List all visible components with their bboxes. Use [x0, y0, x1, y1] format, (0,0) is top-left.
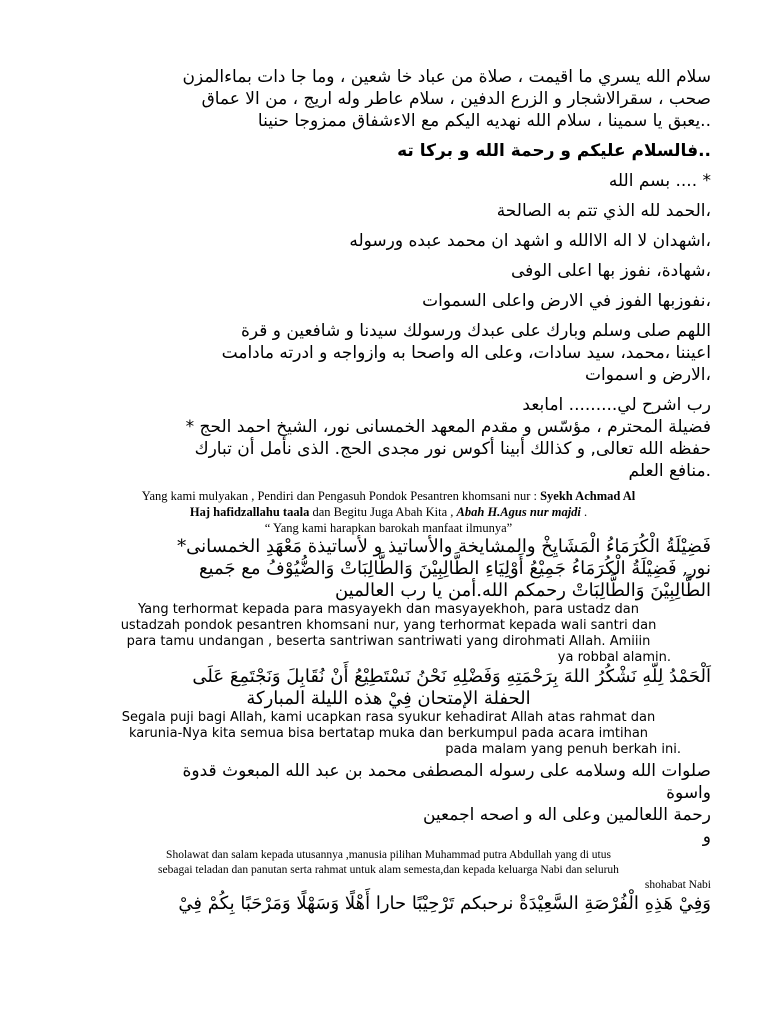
bismillah-line: * .... بسم الله: [608, 171, 711, 191]
terhormat-line: ya robbal alamin.: [557, 650, 671, 665]
address-line: .منافع العلم: [628, 461, 711, 481]
sholawat-id-line: Sholawat dan salam kepada utusannya ,manusia pilihan Muhammad putra Abdullah yang di utus: [166, 849, 611, 861]
greeting-line: صحب ، سقرالاشجار و الزرع الدفين ، سلام عاطر وله اريج ، من الا عماق: [201, 89, 711, 109]
salawat-line: اللهم صلى وسلم وبارك على عبدك ورسولك سيدنا و شافعين و قرة: [240, 321, 711, 341]
sholawat-id-line: shohabat Nabi: [644, 879, 711, 891]
terhormat-line: para tamu undangan , beserta santriwan santriwati yang dirohmati Allah. Amiiin: [126, 634, 651, 649]
segala-line: pada malam yang penuh berkah ini.: [445, 742, 681, 757]
shahada-line: ،اشهدان لا اله الاالله و اشهد ان محمد عبده ورسوله: [349, 231, 711, 251]
hamdalah-line: ،الحمد لله الذي تتم به الصالحة: [496, 201, 711, 221]
fadilah-line: نور, فَضِيْلَةُ الْكُرَمَاءُ جَمِيْعُ أَوْلِيَاءِ الطَّالِبِيْنَ وَالطَّالِبَاتْ وَالضُّيُوْفُ مع جَميع: [198, 558, 711, 579]
terhormat-line: Yang terhormat kepada para masyayekh dan masyayekhoh, para ustadz dan: [137, 602, 640, 617]
rabbi-line: رب اشرح لي......... امابعد: [522, 395, 711, 415]
address-line: فضيلة المحترم ، مؤسّس و مقدم المعهد الخمسانى نور، الشيخ احمد الحج *: [185, 417, 711, 437]
fadilah-line: فَضِيْلَةُ الْكُرَمَاءُ الْمَشَايِخْ والمشايخة والأساتيذ و لأساتيذة مَعْهَدِ الخمسانى*: [177, 536, 711, 557]
segala-line: Segala puji bagi Allah, kami ucapkan rasa syukur kehadirat Allah atas rahmat dan: [121, 710, 656, 725]
shahada-line: ،نفوزبها الفوز في الارض واعلى السموات: [422, 291, 711, 311]
sholawat-ar-line: واسوة: [666, 783, 711, 803]
salawat-line: ،الارض و اسموات: [585, 365, 711, 385]
salawat-paragraph: [66, 320, 711, 386]
sholawat-ar-line: و: [702, 827, 711, 847]
alhamdu-line: الحفلة الإمتحان فِيْ هذه الليلة المباركة: [246, 688, 531, 709]
sholawat-ar-line: رحمة اللعالمين وعلى اله و اصحه اجمعين: [422, 805, 711, 825]
alhamdu-line: اَلْحَمْدُ لِلّهِ نَشْكُرُ اللهَ بِرَحْمَتِهِ وَفَضْلِهِ نَحْنُ نَسْتَطِيْعُ أَنْ نُقَابِلَ وَنَجْتَمِعَ عَلَى: [192, 666, 711, 687]
closing-line: وَفِيْ هَذِهِ الْفُرْصَةِ السَّعِيْدَةْ نرحبكم تَرْحِيْبًا حارا أَهْلًا وَسَهْلًا وَمَرْحَبًا بِكُمْ فِيْ: [178, 893, 711, 914]
shahada-line: ،شهادة، نفوز بها اعلى الوفى: [510, 261, 711, 281]
yang-mulyakan-line: Yang kami mulyakan , Pendiri dan Pengasuh Pondok Pesantren khomsani nur : Syekh Achmad Al: [141, 489, 636, 503]
salam-heading: ..فالسلام عليكم و رحمة الله و بركا ته: [397, 141, 711, 161]
salawat-line: اعيننا ،محمد، سيد سادات، وعلى اله واصحا به وازواجه و ادرته مادامت: [221, 343, 711, 363]
segala-line: karunia-Nya kita semua bisa bertatap muka dan berkumpul pada acara imtihan: [128, 726, 649, 741]
yang-mulyakan-paragraph: [66, 488, 711, 536]
sholawat-id-line: sebagai teladan dan panutan serta rahmat untuk alam semesta,dan kepada keluarga Nabi dan seluruh: [158, 864, 619, 876]
document-body: [66, 66, 711, 915]
yang-mulyakan-line: Haj hafidzallahu taala dan Begitu Juga Abah Kita , Abah H.Agus nur majdi .: [189, 505, 588, 519]
greeting-line: ..يعبق يا سمينا ، سلام الله نهديه اليكم مع الاءشفاق ممزوجا حنينا: [257, 111, 711, 131]
address-line: حفظه الله تعالى, و كذالك أبينا أكوس نور مجدى الحج. الذى نأمل أن تبارك: [194, 439, 711, 459]
yang-mulyakan-line: “ Yang kami harapkan barokah manfaat ilmunya”: [264, 521, 513, 535]
fadilah-line: الطَّالِبِيْنَ وَالطَّالِبَاتْ رحمكم الله.أمن يا رب العالمين: [334, 580, 711, 601]
greeting-line: سلام الله يسري ما اقيمت ، صلاة من عباد خا شعين ، وما جا دات بماءالمزن: [182, 67, 711, 87]
terhormat-line: ustadzah pondok pesantren khomsani nur, yang terhormat kepada wali santri dan: [120, 618, 657, 633]
sholawat-ar-line: صلوات الله وسلامه على رسوله المصطفى محمد بن عبد الله المبعوث قدوة: [182, 761, 711, 781]
